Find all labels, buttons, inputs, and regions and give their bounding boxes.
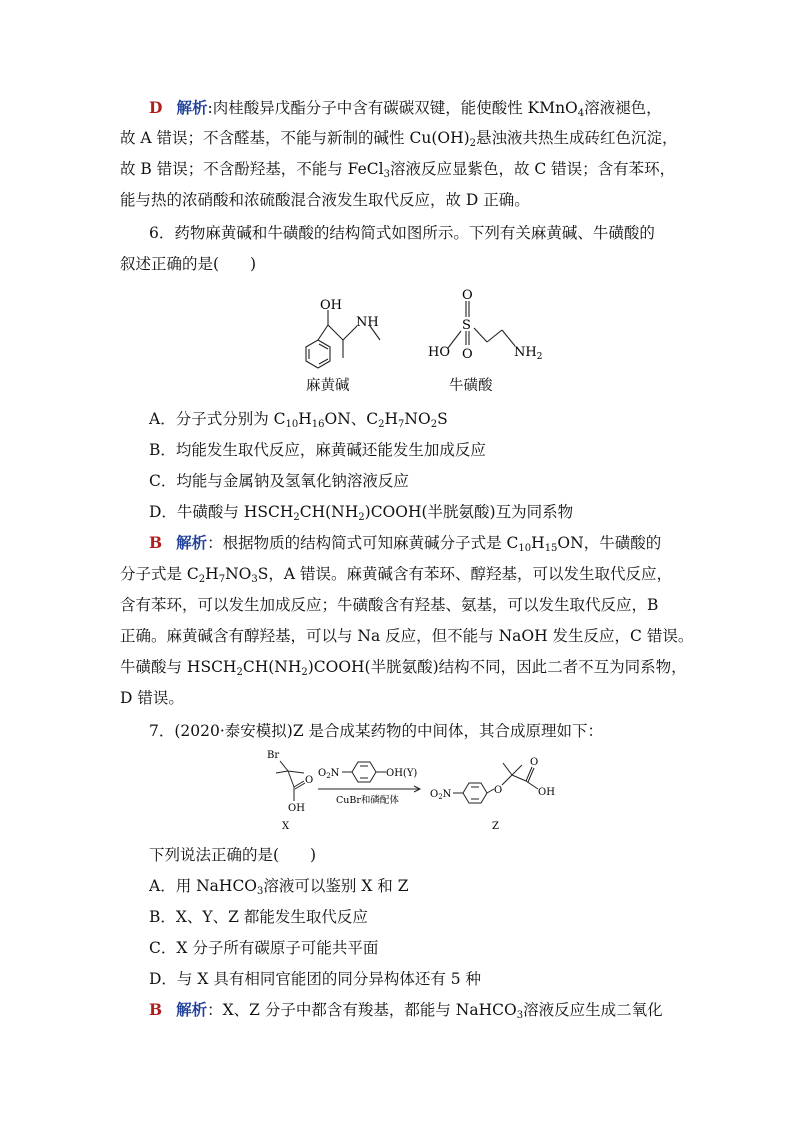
q7-question: 下列说法正确的是( ) [149,846,317,864]
z-structure [453,763,538,803]
x-br-label: Br [267,750,280,761]
reaction-arrow [318,786,420,792]
answer-letter: B [149,533,163,552]
taurine-ho: HO [428,345,450,360]
q5-analysis-line-4: 能与热的浓硝酸和浓硫酸混合液发生取代反应，故 D 正确。 [120,191,530,209]
q7-option-d: D．与 X 具有相同官能团的同分异构体还有 5 种 [149,970,482,988]
answer-letter: D [149,98,163,117]
q6-stem-line-1: 6．药物麻黄碱和牛磺酸的结构简式如图所示。下列有关麻黄碱、牛磺酸的 [149,224,655,242]
z-oh: OH [538,787,555,798]
q7-option-b: B．X、Y、Z 都能发生取代反应 [149,908,368,926]
q6-analysis-line-5: 牛磺酸与 $HSCH_2CH(NH_2)COOH$(半胱氨酸)结构不同，因此二者不互为同系物， [120,658,687,678]
ephedrine-oh-label: OH [320,298,342,313]
q6-option-d: D．牛磺酸与 $HSCH_2CH(NH_2)COOH$(半胱氨酸)互为同系物 [149,503,574,523]
q6-option-a: A．分子式分别为 $C_{10}H_{16}ON$、$C_2H_7NO_2S$ [149,410,448,430]
q7-option-c: C．X 分子所有碳原子可能共平面 [149,939,379,957]
analysis-label: 解析 [176,1000,208,1019]
taurine-nh2: $NH_2$ [514,345,543,362]
q6-analysis-line-4: 正确。麻黄碱含有醇羟基，可以与 Na 反应，但不能与 NaOH 发生反应，C 错误。 [120,627,694,645]
z-ether-o: O [494,785,503,796]
q7-analysis-line-1: B 解析：X、Z 分子中都含有羧基，都能与 NaHCO$_3$溶液反应生成二氧化 [149,1000,663,1021]
ephedrine-nh-label: NH [356,315,379,330]
q6-analysis-line-3: 含有苯环，可以发生加成反应；牛磺酸含有羟基、氨基，可以发生取代反应，B [120,596,659,614]
answer-letter: B [149,1000,163,1019]
q6-analysis-line-2: 分子式是 $C_2H_7NO_3S$，A 错误。麻黄碱含有苯环、醇羟基，可以发生取代反应， [120,565,672,585]
analysis-label: 解析 [176,533,208,552]
caption-taurine: 牛磺酸 [449,378,493,394]
q7-stem: 7．(2020·泰安模拟)Z 是合成某药物的中间体，其合成原理如下： [149,722,604,740]
reagent-benzene [342,762,386,782]
taurine-o-top: O [462,288,473,303]
analysis-label: 解析 [176,98,208,117]
q5-analysis-line-2: 故 A 错误；不含醛基，不能与新制的碱性 $Cu(OH)_2$悬浊液共热生成砖红色沉淀， [120,129,678,149]
q6-option-b: B．均能发生取代反应，麻黄碱还能发生加成反应 [149,441,486,459]
q7-reaction-figure [260,745,580,833]
x-o-label: O [305,775,314,786]
taurine-structure [448,301,515,348]
label-x: X [282,821,290,832]
taurine-s: S [462,318,471,333]
reaction-condition: CuBr和磷配体 [336,795,399,806]
x-oh-label: OH [288,803,305,814]
label-z: Z [492,821,499,832]
q5-analysis-line-1: D 解析:肉桂酸异戊酯分子中含有碳碳双键，能使酸性 KMnO$_4$溶液褪色， [149,98,662,119]
q6-stem-line-2: 叙述正确的是( ) [120,255,257,273]
z-o2n: $O_2N$ [430,789,452,801]
caption-ephedrine: 麻黄碱 [306,378,350,394]
x-structure [276,761,305,801]
q6-analysis-line-6: D 错误。 [120,689,184,707]
taurine-o-bottom: O [462,347,473,362]
z-carbonyl-o: O [530,757,539,768]
reagent-o2n: $O_2N$ [318,768,340,780]
reagent-oh-y: OH(Y) [386,768,418,779]
q6-analysis-line-1: B 解析：根据物质的结构简式可知麻黄碱分子式是 $C_{10}H_{15}ON$，牛磺酸的 [149,533,662,554]
q7-option-a: A．用 NaHCO$_3$溶液可以鉴别 X 和 Z [149,877,409,897]
q5-analysis-line-3: 故 B 错误；不含酚羟基，不能与 FeCl$_3$溶液反应显紫色，故 C 错误；含有苯环， [120,160,676,180]
q6-option-c: C．均能与金属钠及氢氧化钠溶液反应 [149,472,409,490]
